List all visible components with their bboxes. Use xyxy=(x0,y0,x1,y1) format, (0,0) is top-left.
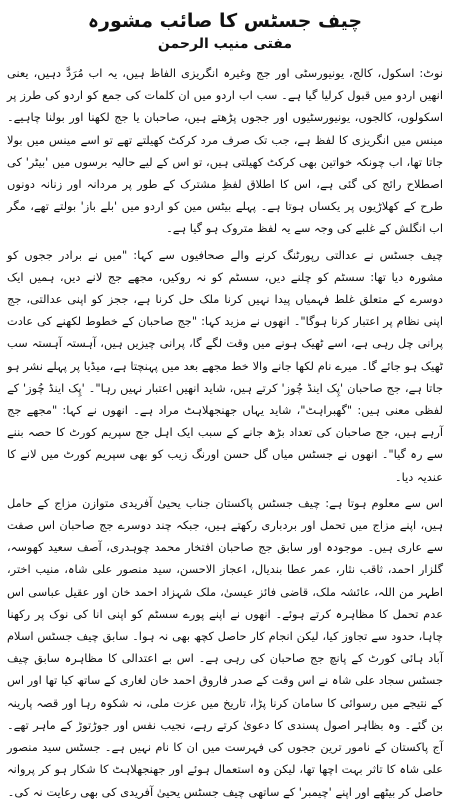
article-title: چیف جسٹس کا صائب مشورہ xyxy=(87,10,363,32)
article-paragraph-analysis: اس سے معلوم ہوتا ہے: چیف جسٹس پاکستان جناب یحییٰ آفریدی متوازن مزاج کے حامل ہیں، اپنے مزاج میں تحمل اور بردباری رکھتے ہیں، جبکہ چند دوسرے جج صاحبان اس صفت سے عاری ہیں۔ موجودہ اور سابق جج صاحبان افتخار محمد چوہدری، آصف سعید کھوسہ، گلزار احمد، ثاقب نثار، عمر عطا بندیال، اعجاز الاحسن، سید منصور علی شاہ، منیب اختر، اطہر من اللہ، عائشہ ملک، قاضی فائز عیسیٰ، ملک شہزاد احمد خان اور عقیل عباسی اس عدم تحمل کا مظاہرہ کرتے ہوئے۔ انھوں نے اپنے پورے سسٹم کو اپنی انا کی نوک پر رکھنا چاہا، حدود سے تجاوز کیا، لیکن انجام کار حاصل کچھ بھی نہ ہوا۔ سابق چیف جسٹس اسلام آباد ہائی کورٹ کے پانچ جج صاحبان کی رہی ہے۔ اس بے اعتدالی کا مظاہرہ سابق چیف جسٹس سجاد علی شاہ نے اس وقت کے صدر فاروق احمد خان لغاری کے ساتھ کیا تھا اور اس کے نتیجے میں رسوائی کا سامان کرنا پڑا، تاریخ میں عزت ملی، نہ شکوہ رہا اور قصہ پارینہ بن گئے۔ وہ بظاہر اصول پسندی کا دعویٰ کرتے رہے، نجیب نفس اور جوڑتوڑ کے ماہر تھے۔ آج پاکستان کے نامور ترین ججوں کی فہرست میں ان کا نام نہیں ہے۔ جسٹس سید منصور علی شاہ کا تاثر بہت اچھا تھا، لیکن وہ استعمال ہوئے اور جھنجھلاہٹ کا شکار ہو کر پروانہ حاصل کر بیٹھے اور اپنے 'چیمبر' کے ساتھی چیف جسٹس یحییٰ آفریدی کی بھی رعایت نہ کی۔ xyxy=(6,495,443,799)
article-paragraph-note: نوٹ: اسکول، کالج، یونیورسٹی اور جج وغیرہ انگریزی الفاظ ہیں، یہ اب مُرَدَّ دہیں، یعنی انھیں اردو میں قبول کرلیا گیا ہے۔ سب اب اردو میں ان کلمات کی جمع کو اردو کی طرز پر اسکولوں، کالجوں، یونیورسٹیوں اور ججوں پڑھتے ہیں، صاحبان یا جج لکھنا اور بولنا چاہیے۔ مینس میں انگریزی کا لفظ ہے، جب تک صرف مرد کرکٹ کھیلتے تھے تو اسے مینس میں بولا جاتا تھا، اب چونکہ خواتین بھی کرکٹ کھیلتی ہیں، تو اس کے لیے حالیہ برسوں میں 'بیٹر' کی اصطلاح رائج کی گئی ہے، اس کا اطلاق لفظِ مشترک کے طور پر مردانہ اور زنانہ دونوں طرح کے کھلاڑیوں پر یکساں ہوتا ہے۔ پہلے بیٹس مین کو اردو میں 'بلے باز' بولتے تھے، مگر اب انگلش کے غلبے کی وجہ سے یہ لفظ متروک ہو گیا ہے۔ xyxy=(7,66,443,236)
author-name: مفتی منیب الرحمن xyxy=(157,36,293,52)
article-paragraph-remarks: چیف جسٹس نے عدالتی رپورٹنگ کرنے والے صحافیوں سے کہا: "میں نے برادر ججوں کو مشورہ دیا تھا: سسٹم کو چلنے دیں، سسٹم کو نہ روکیں، مجھے جج لانے دیں، ہمیں ایک دوسرے کے متعلق غلط فہمیاں پیدا نہیں کرنا ملک حل کرنا ہے، ججز کو اپنی عدالتی، جج اپنی نظام پر اعتبار کرنا ہوگا"۔ انھوں نے مزید کہا: "جج صاحبان کے خطوط لکھنے کی عادت پرانی چل رہی ہے، اسے ٹھیک ہونے میں وقت لگے گا، پرانی چیزیں ہیں، آہستہ آہستہ سب ٹھیک ہو جائے گا۔ میرے نام لکھا جانے والا خط مجھے بعد میں پہنچتا ہے، میڈیا پر پہلے نشر ہو جاتا ہے، جج صاحبان 'پِک اینڈ چُوز' کرتے ہیں، شاید انھیں اعتبار نہیں رہا"۔ 'پِک اینڈ چُوز' کے لفظی معنی ہیں: "گھبراہٹ"، شاید یہاں جھنجھلاہٹ مراد ہے۔ انھوں نے کہا: "مجھے جج آرہے ہیں، جج صاحبان کی تعداد بڑھ جانے کے سبب ایک اہل جج سپریم کورٹ کا حصہ بننے سے رہ گیا"۔ انھوں نے جسٹس میاں گل حسن اورنگ زیب کو بھی سپریم کورٹ میں لانے کا عندیہ دیا۔ xyxy=(7,247,443,484)
